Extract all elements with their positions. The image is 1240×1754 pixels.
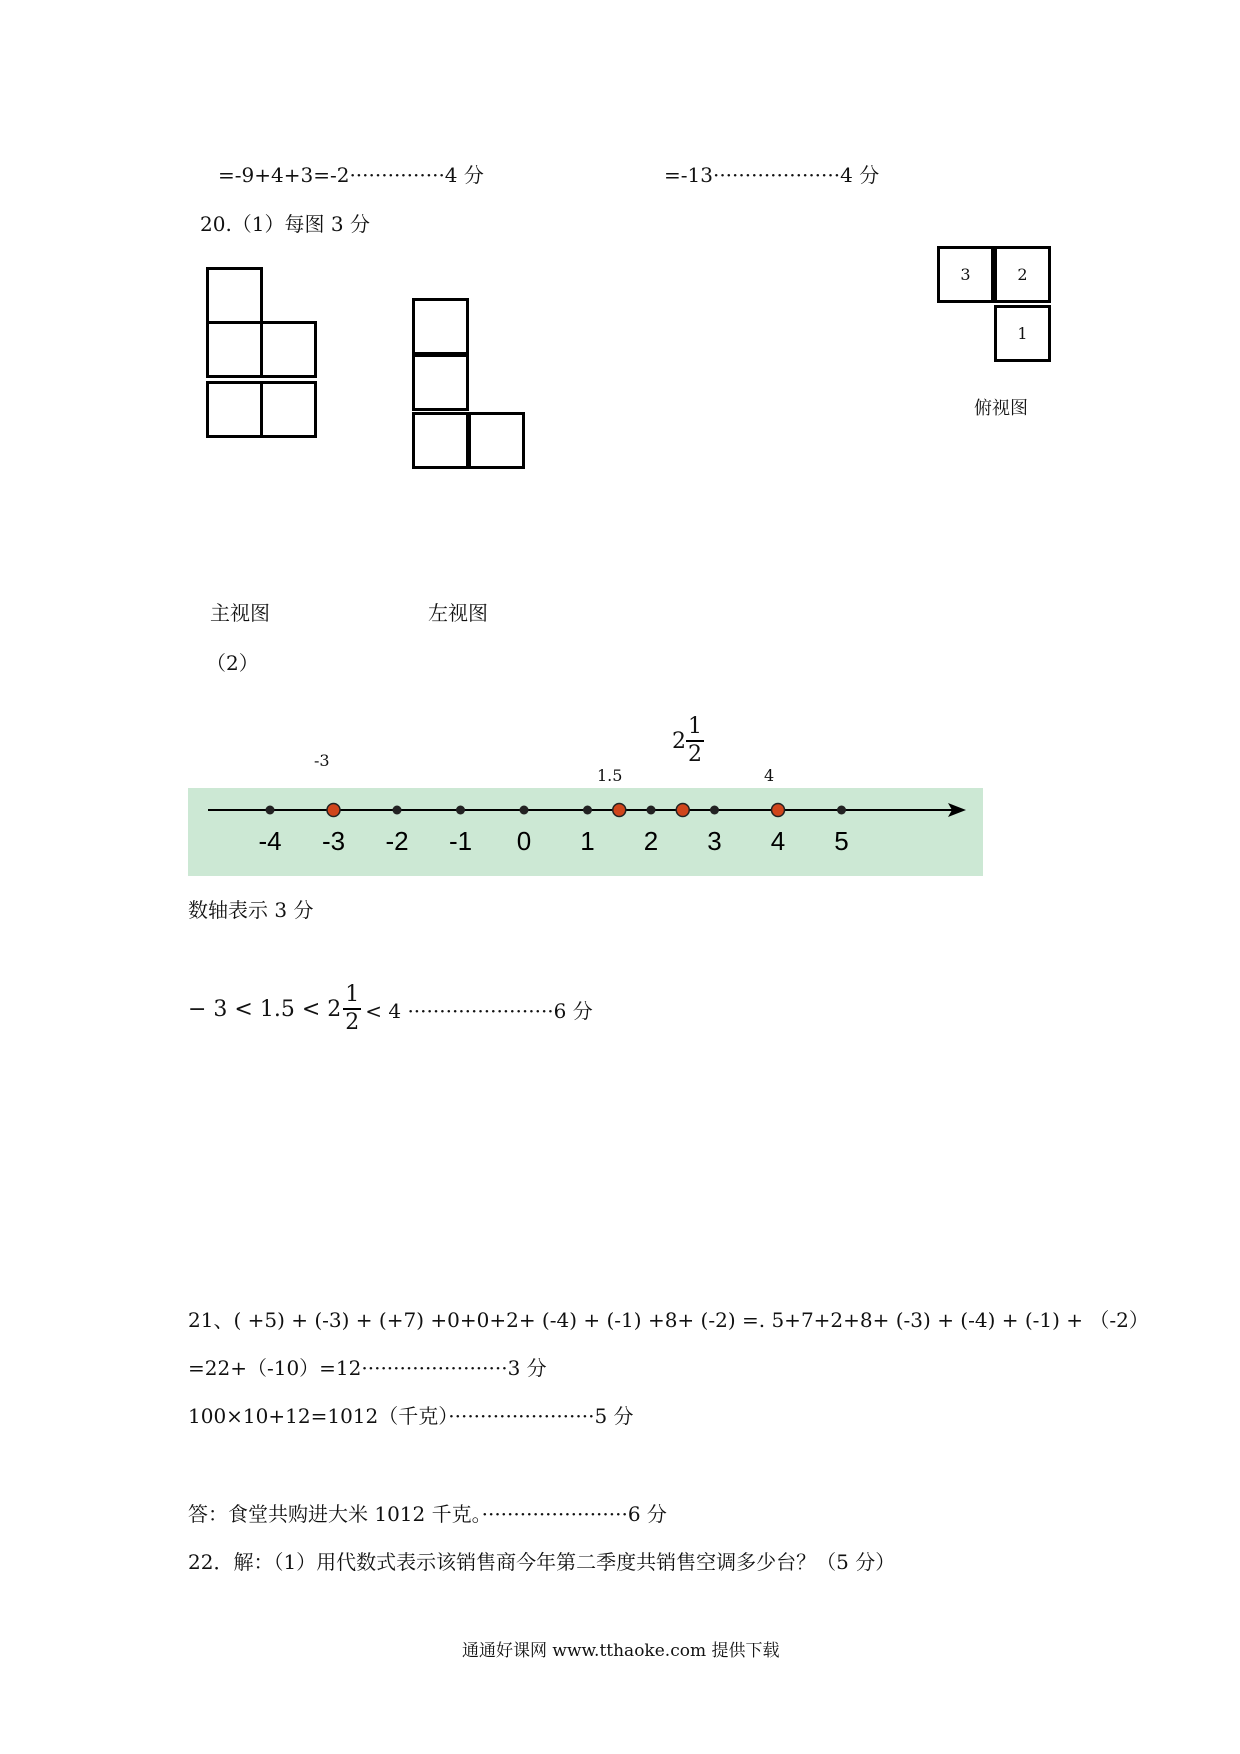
q19-left-line: =-9+4+3=-2···············4 分 — [218, 163, 484, 187]
number-line-dot — [393, 806, 402, 815]
number-line-tick-label: 5 — [834, 826, 849, 856]
page-footer: 通通好课网 www.tthaoke.com 提供下载 — [462, 1641, 780, 1661]
annotation-4: 4 — [764, 766, 775, 785]
number-line-tick-label: -3 — [321, 826, 346, 856]
mixed-numerator: 1 — [686, 716, 704, 742]
q20-heading: 20.（1）每图 3 分 — [200, 212, 370, 236]
part2-label: （2） — [206, 651, 259, 675]
front-view-square — [260, 321, 317, 378]
left-view-square — [412, 298, 469, 355]
q21-answer: 答：食堂共购进大米 1012 千克。·······················6 分 — [188, 1502, 667, 1526]
front-view-square — [206, 321, 263, 378]
inequality-numerator: 1 — [343, 984, 361, 1010]
front-view-square — [206, 267, 263, 324]
top-view-square: 1 — [994, 305, 1051, 362]
number-line-score: 数轴表示 3 分 — [188, 898, 314, 922]
left-view-square — [412, 412, 469, 469]
front-view-square — [206, 381, 263, 438]
top-view-label: 俯视图 — [974, 398, 1028, 419]
number-line-dot — [456, 806, 465, 815]
left-view-label: 左视图 — [428, 601, 488, 625]
number-line-tick-label: 2 — [643, 826, 659, 856]
number-line-tick-label: 0 — [516, 826, 532, 856]
number-line-tick-label: 4 — [770, 826, 786, 856]
number-line-dot — [520, 806, 529, 815]
annotation-1-5: 1.5 — [597, 766, 623, 785]
number-line-tick-label: -1 — [448, 826, 473, 856]
left-view-square — [468, 412, 525, 469]
mixed-denominator: 2 — [688, 742, 702, 767]
number-line-tick-label: -4 — [258, 826, 282, 856]
mixed-fraction — [686, 716, 704, 766]
number-line-dot — [837, 806, 846, 815]
number-line-dot — [710, 806, 719, 815]
q21-line-3: 100×10+12=1012（千克）·······················5 分 — [188, 1404, 634, 1428]
q22-line-1: 22．解：（1）用代数式表示该销售商今年第二季度共销售空调多少台？（5 分） — [188, 1550, 896, 1574]
number-line-highlight-point — [613, 804, 626, 817]
number-line-tick-label: 1 — [580, 826, 595, 856]
inequality-part2: < 4 ·······················6 分 — [365, 998, 593, 1023]
number-line-dot — [266, 806, 275, 815]
inequality-fraction — [343, 984, 361, 1034]
number-line-tick-label: 3 — [707, 826, 722, 856]
number-line-highlight-point — [772, 804, 785, 817]
inequality-part1: − 3 < 1.5 < 2 — [188, 996, 342, 1022]
q19-right-line: =-13····················4 分 — [664, 163, 880, 187]
number-line-tick-label: -2 — [385, 826, 409, 856]
number-line — [188, 788, 983, 876]
q21-line-1: 21、( +5) + (-3) + (+7) +0+0+2+ (-4) + (-1) +8+ (-2) =. 5+7+2+8+ (-3) + (-4) + (-1) + （-2） — [188, 1308, 1149, 1332]
number-line-dot — [647, 806, 656, 815]
inequality-line — [188, 984, 593, 1034]
top-view-square: 2 — [994, 246, 1051, 303]
q21-line-2: =22+（-10）=12·······················3 分 — [188, 1356, 547, 1380]
inequality-denominator: 2 — [345, 1010, 360, 1035]
number-line-highlight-point — [327, 804, 340, 817]
number-line-highlight-point — [676, 804, 689, 817]
top-view-square: 3 — [937, 246, 994, 303]
left-view-square — [412, 354, 469, 411]
annotation-mixed-fraction — [672, 716, 704, 766]
mixed-whole: 2 — [672, 728, 686, 754]
annotation-minus-3: -3 — [314, 751, 330, 770]
front-view-label: 主视图 — [210, 601, 270, 625]
number-line-dot — [583, 806, 592, 815]
front-view-square — [260, 381, 317, 438]
